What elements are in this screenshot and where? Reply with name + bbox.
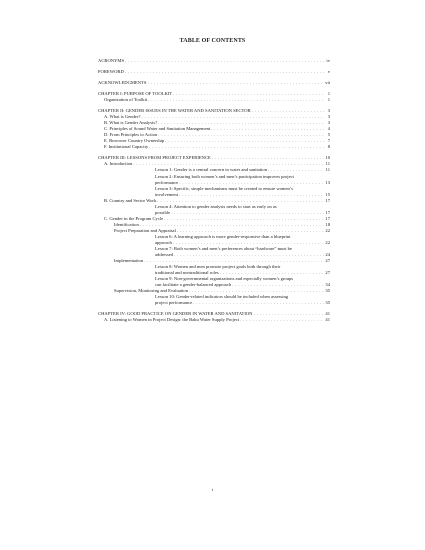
toc-entry-text: Organization of Toolkit <box>104 97 148 102</box>
toc-entry[interactable] <box>114 228 330 233</box>
page-number: i <box>211 487 214 492</box>
toc-entry-text: Lesson 1: Gender is a central concern in water and sanitation <box>155 167 267 172</box>
toc-entry-page: 1 <box>327 97 330 102</box>
toc-entry-text: Implementation <box>114 258 144 263</box>
toc-entry-text: Project Preparation and Appraisal <box>114 228 176 233</box>
toc-entry-text: Lesson 6: A learning approach is more gender-responsive than a blueprint <box>155 234 291 239</box>
toc-entry-text: can facilitate a gender-balanced approach <box>155 282 232 287</box>
toc-entry[interactable] <box>155 282 330 287</box>
toc-entry-text: involvement <box>155 192 178 197</box>
toc-entry-page: 15 <box>325 192 330 197</box>
toc-entry[interactable] <box>155 240 330 245</box>
toc-entry-page: 7 <box>327 138 330 143</box>
toc-entry-page: 41 <box>325 317 330 322</box>
toc-entry-page: 11 <box>325 167 330 172</box>
toc-entry-page: 17 <box>325 210 330 215</box>
toc-entry[interactable] <box>98 311 330 316</box>
toc-entry-text: traditional and nontraditional roles <box>155 270 219 275</box>
toc-entry[interactable] <box>155 246 330 251</box>
toc-entry[interactable] <box>155 180 330 185</box>
toc-entry-text: CHAPTER IV: GOOD PRACTICE ON GENDER IN WATER AND SANITATION <box>98 311 253 316</box>
toc-entry[interactable] <box>104 198 330 203</box>
toc-entry-page: 17 <box>325 216 330 221</box>
toc-entry[interactable] <box>155 204 330 209</box>
toc-entry-page: 41 <box>325 311 330 316</box>
toc-entry[interactable] <box>155 300 330 305</box>
toc-entry-page: 22 <box>325 228 330 233</box>
toc-entry-page: 4 <box>327 126 330 131</box>
toc-entry-text: project performance <box>155 300 193 305</box>
toc-entry-page: v <box>327 69 330 74</box>
toc-entry-text: Lesson 10: Gender-related indicators should be included when assessing <box>155 294 289 299</box>
toc-entry[interactable] <box>104 126 330 131</box>
toc-entry[interactable] <box>98 69 330 74</box>
toc-entry-page: 11 <box>325 161 330 166</box>
toc-entry-text: CHAPTER III: LESSONS FROM PROJECT EXPERIENCE <box>98 155 211 160</box>
toc-entry-page: 13 <box>325 180 330 185</box>
toc-entry-text: possible <box>155 210 171 215</box>
toc-entry[interactable] <box>155 186 330 191</box>
toc-entry[interactable] <box>104 97 330 102</box>
toc-entry-page: iv <box>326 58 330 63</box>
toc-entry-text: B. Country and Sector Work <box>104 198 157 203</box>
toc-entry[interactable] <box>98 91 330 96</box>
toc-entry-page: 24 <box>325 252 330 257</box>
toc-entry-page: 5 <box>327 132 330 137</box>
toc-entry[interactable] <box>155 174 330 179</box>
toc-entry[interactable] <box>155 264 330 269</box>
toc-entry-text: A. What is Gender? <box>104 114 141 119</box>
toc-entry[interactable] <box>155 192 330 197</box>
toc-entry[interactable] <box>98 58 330 63</box>
toc-entry-text: addressed <box>155 252 174 257</box>
toc-entry-text: D. From Principles to Action <box>104 132 158 137</box>
toc-entry[interactable] <box>155 270 330 275</box>
toc-entry[interactable] <box>104 216 330 221</box>
toc-entry-text: A. Listening to Women in Project Design: the Baku Water Supply Project <box>104 317 240 322</box>
toc-entry-text: approach <box>155 240 172 245</box>
toc-entry-page: vii <box>325 80 330 85</box>
toc-entry[interactable] <box>114 258 330 263</box>
toc-entry-text: Lesson 8: Women and men promote project goals both through their <box>155 264 281 269</box>
toc-entry[interactable] <box>104 317 330 322</box>
toc-entry-page: 18 <box>325 222 330 227</box>
toc-entry[interactable] <box>114 222 330 227</box>
toc-entry-text: F. Institutional Capacity <box>104 144 149 149</box>
toc-entry-text: CHAPTER I: PURPOSE OF TOOLKIT <box>98 91 173 96</box>
toc-entry[interactable] <box>114 288 330 293</box>
toc-entry-text: B. What is Gender Analysis? <box>104 120 158 125</box>
toc-entry-text: ACRONYMS <box>98 58 125 63</box>
toc-entry-page: 8 <box>327 144 330 149</box>
toc-entry-text: Lesson 7: Both women’s and men’s preferences about “hardware” must be <box>155 246 293 251</box>
toc-entry-text: Lesson 3: Specific, simple mechanisms must be created to ensure women’s <box>155 186 293 191</box>
toc-entry-page: 3 <box>327 120 330 125</box>
toc-entry[interactable] <box>98 108 330 113</box>
toc-entry[interactable] <box>155 167 330 172</box>
toc-entry[interactable] <box>104 132 330 137</box>
toc-entry[interactable] <box>155 294 330 299</box>
toc-entry[interactable] <box>104 161 330 166</box>
toc-entry[interactable] <box>155 210 330 215</box>
toc-entry[interactable] <box>104 120 330 125</box>
toc-entry[interactable] <box>155 276 330 281</box>
toc-title: TABLE OF CONTENTS <box>179 38 246 44</box>
toc-entry-page: 3 <box>327 108 330 113</box>
toc-entry-page: 27 <box>325 270 330 275</box>
toc-entry-text: Lesson 2: Ensuring both women’s and men’s participation improves project <box>155 174 294 179</box>
toc-entry-page: 17 <box>325 198 330 203</box>
toc-entry-page: 3 <box>327 114 330 119</box>
toc-entry-page: 35 <box>325 300 330 305</box>
toc-entry-text: C. Gender in the Program Cycle <box>104 216 164 221</box>
toc-entry[interactable] <box>155 252 330 257</box>
toc-entry[interactable] <box>155 234 330 239</box>
toc-entry-page: 34 <box>325 282 330 287</box>
toc-entry-text: Identification <box>114 222 139 227</box>
toc-entry-text: CHAPTER II: GENDER ISSUES IN THE WATER AND SANITATION SECTOR <box>98 108 251 113</box>
toc-entry-text: E. Borrower Country Ownership <box>104 138 165 143</box>
toc-entry[interactable] <box>98 80 330 85</box>
toc-entry[interactable] <box>104 114 330 119</box>
toc-entry-page: 27 <box>325 258 330 263</box>
toc-entry-text: Supervision, Monitoring and Evaluation <box>114 288 189 293</box>
toc-entry-page: 22 <box>325 240 330 245</box>
toc-entry-text: FOREWORD <box>98 69 124 74</box>
toc-entry-text: Lesson 4: Attention to gender analysis needs to start as early on as <box>155 204 277 209</box>
toc-entry[interactable] <box>104 144 330 149</box>
toc-entry-text: ACKNOWLEDGMENTS <box>98 80 147 85</box>
toc-entry-page: 35 <box>325 288 330 293</box>
toc-entry-text: performance <box>155 180 179 185</box>
toc-entry-text: Lesson 9: Non-governmental organizations and especially women’s groups <box>155 276 294 281</box>
toc-entry[interactable] <box>104 138 330 143</box>
toc-entry-page: 10 <box>325 155 330 160</box>
toc-entry-text: C. Principles of Sound Water and Sanitation Management <box>104 126 211 131</box>
toc-entry[interactable] <box>98 155 330 160</box>
toc-entry-page: 1 <box>327 91 330 96</box>
toc-entry-text: A. Introduction <box>104 161 133 166</box>
